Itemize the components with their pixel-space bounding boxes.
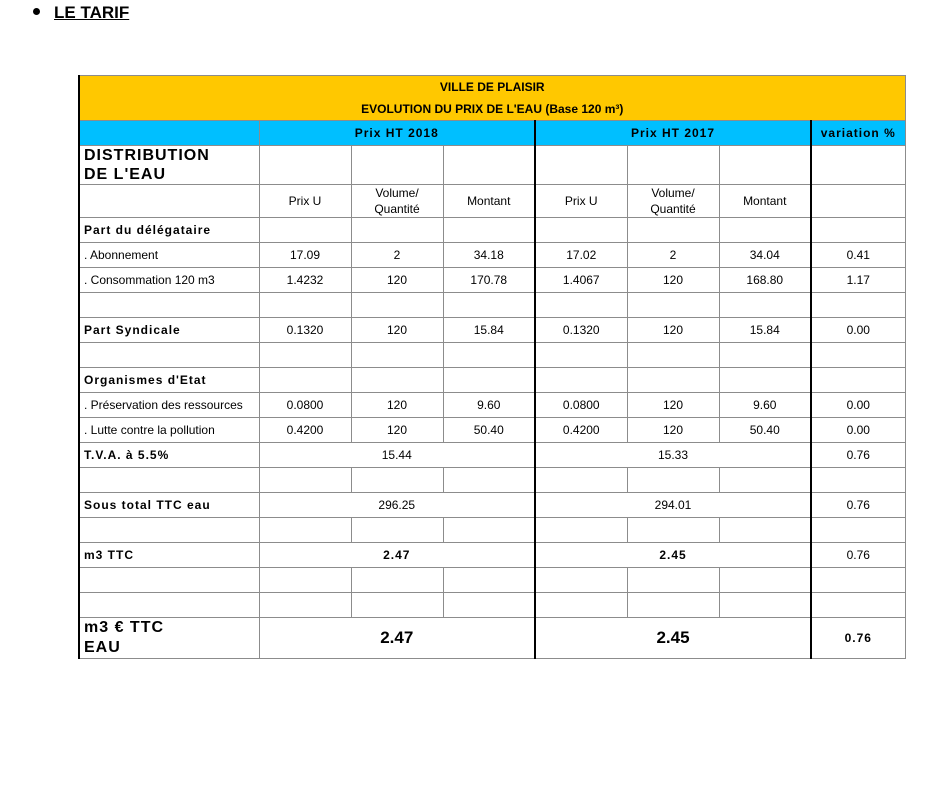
table-cell bbox=[259, 146, 351, 185]
table-cell bbox=[259, 468, 351, 493]
table-row-subtotal bbox=[79, 493, 905, 518]
table-cell: 34.04 bbox=[719, 243, 811, 268]
table-cell bbox=[811, 343, 905, 368]
row-label: m3 € TTC EAU bbox=[84, 619, 165, 656]
col-prix-u-2017: Prix U bbox=[535, 185, 627, 218]
table-cell bbox=[259, 593, 351, 618]
table-cell bbox=[259, 368, 351, 393]
table-cell: 0.00 bbox=[811, 393, 905, 418]
table-cell bbox=[627, 593, 719, 618]
row-label: Part du délégataire bbox=[79, 218, 259, 243]
page-title: LE TARIF bbox=[54, 3, 130, 22]
row-label: . Préservation des ressources bbox=[79, 393, 259, 418]
table-cell bbox=[811, 146, 905, 185]
table-cell: 0.76 bbox=[811, 543, 905, 568]
table-cell bbox=[719, 218, 811, 243]
table-cell bbox=[719, 343, 811, 368]
table-cell bbox=[79, 185, 259, 218]
table-cell bbox=[811, 218, 905, 243]
header-2018: Prix HT 2018 bbox=[259, 121, 535, 146]
table-cell bbox=[535, 146, 627, 185]
table-cell: 0.76 bbox=[811, 443, 905, 468]
table-row-final bbox=[79, 618, 905, 659]
table-cell: 17.02 bbox=[535, 243, 627, 268]
table-cell: 2.45 bbox=[535, 543, 811, 568]
empty-row bbox=[79, 518, 905, 543]
table-cell bbox=[535, 218, 627, 243]
section-row bbox=[79, 146, 905, 185]
table-cell: 1.4067 bbox=[535, 268, 627, 293]
table-cell: 15.44 bbox=[259, 443, 535, 468]
table-cell bbox=[79, 518, 259, 543]
table-row bbox=[79, 393, 905, 418]
table-cell: 120 bbox=[351, 393, 443, 418]
table-cell bbox=[351, 368, 443, 393]
table-cell: 9.60 bbox=[719, 393, 811, 418]
table-cell: 0.00 bbox=[811, 418, 905, 443]
table-cell bbox=[535, 468, 627, 493]
table-cell: 120 bbox=[351, 268, 443, 293]
table-cell bbox=[443, 593, 535, 618]
table-cell bbox=[443, 218, 535, 243]
table-cell bbox=[443, 146, 535, 185]
table-row bbox=[79, 243, 905, 268]
table-row-tva bbox=[79, 443, 905, 468]
table-cell: 0.76 bbox=[811, 493, 905, 518]
empty-row bbox=[79, 568, 905, 593]
table-cell bbox=[811, 468, 905, 493]
table-cell: 0.4200 bbox=[535, 418, 627, 443]
table-cell: 296.25 bbox=[259, 493, 535, 518]
table-cell bbox=[535, 343, 627, 368]
table-cell bbox=[443, 343, 535, 368]
table-cell bbox=[351, 146, 443, 185]
empty-row bbox=[79, 593, 905, 618]
table-cell bbox=[259, 343, 351, 368]
table-cell: 1.4232 bbox=[259, 268, 351, 293]
table-cell bbox=[259, 518, 351, 543]
table-cell: 120 bbox=[627, 318, 719, 343]
table-cell: 2.47 bbox=[259, 543, 535, 568]
bullet-icon bbox=[33, 8, 40, 15]
table-cell: 50.40 bbox=[719, 418, 811, 443]
row-label: Sous total TTC eau bbox=[79, 493, 259, 518]
table-cell bbox=[627, 518, 719, 543]
table-cell: 0.41 bbox=[811, 243, 905, 268]
col-montant-2018: Montant bbox=[443, 185, 535, 218]
table-cell bbox=[627, 293, 719, 318]
row-label: . Consommation 120 m3 bbox=[79, 268, 259, 293]
table-cell bbox=[811, 368, 905, 393]
table-row bbox=[79, 268, 905, 293]
table-cell: 294.01 bbox=[535, 493, 811, 518]
table-cell: 168.80 bbox=[719, 268, 811, 293]
table-cell bbox=[79, 568, 259, 593]
page-heading bbox=[33, 3, 129, 23]
table-cell bbox=[351, 293, 443, 318]
table-cell bbox=[627, 368, 719, 393]
row-label: Part Syndicale bbox=[79, 318, 259, 343]
table-cell bbox=[535, 518, 627, 543]
table-cell bbox=[719, 468, 811, 493]
table-cell bbox=[627, 468, 719, 493]
table-row bbox=[79, 368, 905, 393]
row-label: . Abonnement bbox=[79, 243, 259, 268]
table-cell bbox=[627, 146, 719, 185]
table-cell: 120 bbox=[351, 418, 443, 443]
table-cell bbox=[627, 343, 719, 368]
table-cell bbox=[259, 293, 351, 318]
table-cell bbox=[811, 185, 905, 218]
table-cell: 50.40 bbox=[443, 418, 535, 443]
col-prix-u-2018: Prix U bbox=[259, 185, 351, 218]
year-header-row bbox=[79, 121, 905, 146]
table-cell bbox=[443, 293, 535, 318]
banner-title: VILLE DE PLAISIR bbox=[439, 80, 545, 94]
section-title: DISTRIBUTION DE L'EAU bbox=[84, 147, 210, 183]
table-cell bbox=[719, 568, 811, 593]
row-label: m3 TTC bbox=[79, 543, 259, 568]
row-label: Organismes d'Etat bbox=[79, 368, 259, 393]
table-cell bbox=[443, 468, 535, 493]
header-2017: Prix HT 2017 bbox=[535, 121, 811, 146]
empty-row bbox=[79, 293, 905, 318]
empty-row bbox=[79, 468, 905, 493]
table-cell: 15.84 bbox=[443, 318, 535, 343]
col-montant-2017: Montant bbox=[719, 185, 811, 218]
table-cell bbox=[811, 593, 905, 618]
table-cell bbox=[351, 468, 443, 493]
table-cell: 15.84 bbox=[719, 318, 811, 343]
table-cell bbox=[259, 218, 351, 243]
table-cell bbox=[535, 593, 627, 618]
table-cell bbox=[811, 568, 905, 593]
table-cell: 2.47 bbox=[259, 618, 535, 659]
table-cell bbox=[535, 368, 627, 393]
table-cell bbox=[443, 568, 535, 593]
table-cell bbox=[719, 593, 811, 618]
table-cell bbox=[351, 568, 443, 593]
table-cell: 0.76 bbox=[811, 618, 905, 659]
table-cell: 0.4200 bbox=[259, 418, 351, 443]
table-cell bbox=[535, 293, 627, 318]
table-cell bbox=[719, 518, 811, 543]
banner-cell bbox=[79, 76, 905, 121]
table-cell bbox=[79, 468, 259, 493]
table-cell: 0.1320 bbox=[259, 318, 351, 343]
table-cell bbox=[719, 293, 811, 318]
empty-row bbox=[79, 343, 905, 368]
table-cell bbox=[79, 293, 259, 318]
table-cell bbox=[351, 593, 443, 618]
column-header-row bbox=[79, 185, 905, 218]
table-cell: 0.1320 bbox=[535, 318, 627, 343]
table-cell bbox=[351, 343, 443, 368]
col-volume-2017: Volume/ Quantité bbox=[627, 185, 719, 218]
table-cell: 120 bbox=[351, 318, 443, 343]
table-cell bbox=[811, 293, 905, 318]
table-cell: 0.0800 bbox=[535, 393, 627, 418]
table-cell bbox=[627, 218, 719, 243]
table-cell bbox=[79, 146, 259, 185]
table-cell bbox=[719, 146, 811, 185]
table-cell bbox=[719, 368, 811, 393]
col-volume-2018: Volume/ Quantité bbox=[351, 185, 443, 218]
table-cell: 15.33 bbox=[535, 443, 811, 468]
table-cell bbox=[627, 568, 719, 593]
table-cell: 0.00 bbox=[811, 318, 905, 343]
table-cell: 2 bbox=[627, 243, 719, 268]
banner-subtitle: EVOLUTION DU PRIX DE L'EAU (Base 120 m³) bbox=[361, 102, 624, 116]
table-row-m3ttc bbox=[79, 543, 905, 568]
table-cell bbox=[443, 518, 535, 543]
header-variation: variation % bbox=[811, 121, 905, 146]
table-cell: 120 bbox=[627, 418, 719, 443]
table-cell: 2 bbox=[351, 243, 443, 268]
row-label: . Lutte contre la pollution bbox=[79, 418, 259, 443]
table-cell: 9.60 bbox=[443, 393, 535, 418]
table-cell: 17.09 bbox=[259, 243, 351, 268]
table-cell: 170.78 bbox=[443, 268, 535, 293]
table-cell: 1.17 bbox=[811, 268, 905, 293]
table-cell: 120 bbox=[627, 268, 719, 293]
table-cell bbox=[811, 518, 905, 543]
table-cell bbox=[79, 593, 259, 618]
header-empty-cell bbox=[79, 121, 259, 146]
table-row bbox=[79, 218, 905, 243]
table-cell bbox=[79, 618, 259, 659]
banner-row bbox=[79, 76, 905, 121]
table-cell bbox=[351, 518, 443, 543]
tariff-table-wrapper bbox=[78, 75, 904, 659]
table-row bbox=[79, 318, 905, 343]
table-cell: 0.0800 bbox=[259, 393, 351, 418]
table-cell bbox=[259, 568, 351, 593]
table-cell bbox=[79, 343, 259, 368]
row-label: T.V.A. à 5.5% bbox=[79, 443, 259, 468]
table-cell bbox=[535, 568, 627, 593]
table-cell bbox=[443, 368, 535, 393]
table-cell: 2.45 bbox=[535, 618, 811, 659]
table-cell: 34.18 bbox=[443, 243, 535, 268]
table-cell: 120 bbox=[627, 393, 719, 418]
tariff-table bbox=[78, 75, 906, 659]
table-cell bbox=[351, 218, 443, 243]
table-row bbox=[79, 418, 905, 443]
